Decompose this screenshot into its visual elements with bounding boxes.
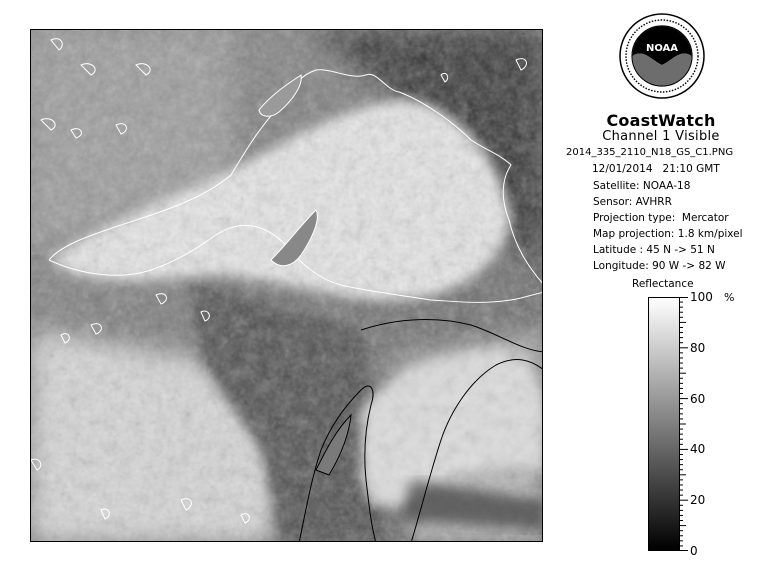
- colorbar-tick-label: 40: [690, 442, 706, 457]
- noaa-logo: [619, 13, 705, 99]
- colorbar-tick-label: 100: [690, 290, 713, 304]
- colorbar-ticks: [680, 297, 740, 551]
- meta-filename: 2014_335_2110_N18_GS_C1.PNG: [566, 147, 734, 158]
- channel-title: Channel 1 Visible: [602, 129, 720, 144]
- colorbar-tick-label: 0: [690, 544, 698, 558]
- noaa-logo-text: NOAA: [645, 43, 679, 54]
- satellite-image: [30, 29, 543, 542]
- colorbar-label: Reflectance: [632, 278, 694, 290]
- colorbar-tick-label: 60: [690, 391, 706, 406]
- meta-map-projection: Map projection: 1.8 km/pixel: [593, 228, 743, 240]
- meta-latitude: Latitude : 45 N -> 51 N: [593, 244, 715, 256]
- colorbar-tick-label: 20: [690, 493, 706, 508]
- colorbar-tick-label: 80: [690, 340, 706, 355]
- meta-datetime: 12/01/2014 21:10 GMT: [592, 163, 720, 175]
- reflectance-colorbar: [648, 297, 680, 551]
- meta-projection-type: Projection type: Mercator: [593, 212, 729, 224]
- page-title: CoastWatch: [606, 111, 716, 130]
- meta-satellite: Satellite: NOAA-18: [593, 180, 691, 192]
- colorbar-unit: %: [724, 291, 735, 304]
- meta-sensor: Sensor: AVHRR: [593, 196, 672, 208]
- meta-longitude: Longitude: 90 W -> 82 W: [593, 260, 726, 272]
